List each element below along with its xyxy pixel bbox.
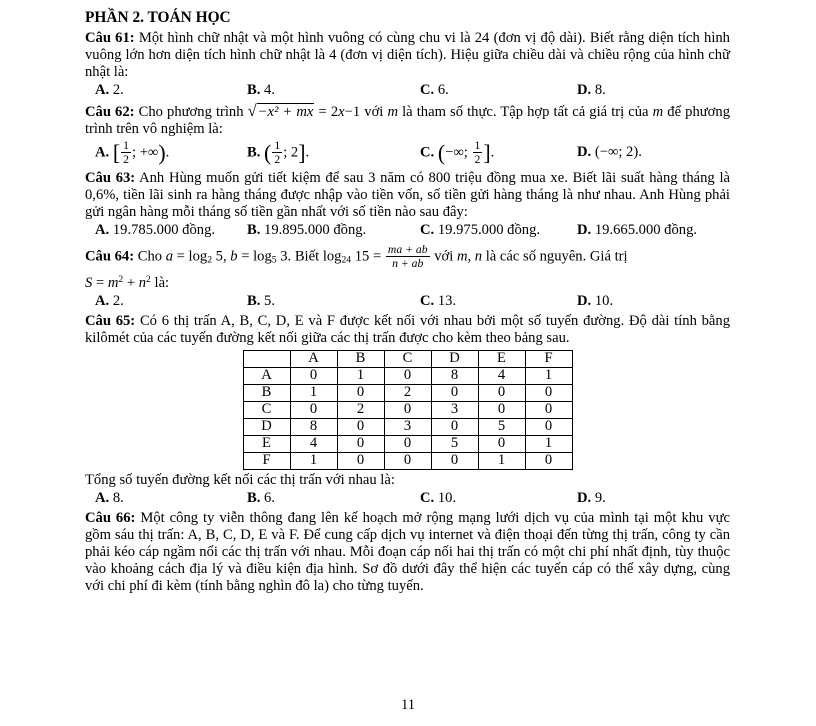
table-cell: 0 bbox=[290, 401, 337, 418]
question-66 bbox=[85, 510, 730, 595]
question-61-option-c bbox=[420, 82, 577, 99]
col-header-c: C bbox=[384, 350, 431, 367]
option-text: 2. bbox=[112, 292, 124, 309]
fraction bbox=[385, 243, 431, 271]
table-cell: 0 bbox=[525, 418, 572, 435]
close-delimiter: ) bbox=[158, 139, 166, 165]
question-64-body-4: là các số nguyên. Giá trị bbox=[485, 248, 628, 265]
question-61 bbox=[85, 30, 730, 99]
table-cell: 0 bbox=[337, 384, 384, 401]
option-label: B. bbox=[247, 82, 261, 98]
table-cell: 0 bbox=[337, 418, 384, 435]
col-header-f: F bbox=[525, 350, 572, 367]
math-variable: m bbox=[652, 104, 664, 120]
table-cell: 0 bbox=[431, 452, 478, 469]
log-expression: log bbox=[322, 248, 342, 265]
question-62 bbox=[85, 102, 730, 167]
table-cell: 0 bbox=[431, 384, 478, 401]
section-title: PHẦN 2. TOÁN HỌC bbox=[85, 9, 231, 26]
col-header-a: A bbox=[290, 350, 337, 367]
row-label: E bbox=[243, 435, 290, 452]
option-label: A. bbox=[95, 144, 110, 161]
math-variable: n bbox=[474, 248, 483, 265]
question-64-text bbox=[85, 243, 730, 271]
option-text: 19.785.000 đồng. bbox=[112, 221, 216, 238]
question-65-option-c bbox=[420, 490, 577, 507]
table-cell: 3 bbox=[431, 401, 478, 418]
math-variable: a bbox=[165, 248, 173, 265]
equation-part: −1 bbox=[344, 104, 361, 120]
row-label: C bbox=[243, 401, 290, 418]
row-label: F bbox=[243, 452, 290, 469]
question-64-label: Câu 64: bbox=[85, 248, 135, 265]
radical-icon: √ bbox=[247, 101, 257, 120]
fraction-numerator: ma + ab bbox=[387, 242, 428, 256]
question-61-text bbox=[85, 30, 730, 81]
open-delimiter: [ bbox=[112, 139, 121, 165]
log-subscript: 2 bbox=[207, 254, 212, 266]
fraction-denominator: 2 bbox=[274, 153, 281, 167]
fraction bbox=[271, 139, 283, 167]
question-61-option-b bbox=[247, 82, 420, 99]
question-62-body-3: là tham số thực. Tập hợp tất cả giá trị của bbox=[402, 104, 649, 120]
table-cell: 0 bbox=[384, 401, 431, 418]
table-cell: 0 bbox=[337, 452, 384, 469]
table-row-e bbox=[243, 435, 572, 452]
option-text: 6. bbox=[264, 489, 275, 506]
table-cell: 8 bbox=[290, 418, 337, 435]
fraction-denominator: n + ab bbox=[392, 257, 424, 271]
fraction-numerator: 1 bbox=[274, 139, 281, 152]
option-label: D. bbox=[577, 144, 592, 161]
option-label: C. bbox=[420, 292, 435, 309]
log-subscript: 5 bbox=[271, 254, 277, 266]
table-header-row bbox=[243, 350, 572, 367]
distance-table bbox=[243, 350, 573, 470]
question-66-text bbox=[85, 510, 730, 595]
option-text: 5. bbox=[264, 292, 275, 309]
exponent: 2 bbox=[146, 273, 151, 285]
table-cell: 0 bbox=[525, 384, 572, 401]
question-62-options bbox=[85, 139, 730, 167]
question-61-body: Một hình chữ nhật và một hình vuông có cùng chu vi là 24 (đơn vị độ dài). Biết rằng diện tích hình vuông lớn hơn diện tích hình chữ nhật là 4 (đơn vị diện tích). Hiệu giữa chiều dài và chiều rộng của hình chữ nhật là: bbox=[85, 30, 730, 80]
option-label: A. bbox=[95, 221, 110, 238]
row-label: B bbox=[243, 384, 290, 401]
question-63-text bbox=[85, 170, 730, 221]
option-label: D. bbox=[577, 292, 592, 309]
close-delimiter: ] bbox=[483, 139, 491, 165]
math-variable: m bbox=[387, 104, 399, 120]
question-65-option-d bbox=[577, 490, 730, 507]
table-row-b bbox=[243, 384, 572, 401]
question-64-body-3: với bbox=[434, 248, 454, 265]
question-66-body: Một công ty viễn thông đang lên kế hoạch mở rộng mạng lưới dịch vụ của mình tại một khu vực gồm sáu thị trấn: A, B, C, D, E và F. Để cung cấp dịch vụ internet và điện thoại đến từng thị trấn, công ty cần phải kéo cáp ngầm nối các thị trấn với nhau. Mỗi đoạn cáp nối hai thị trấn có một chi phí nhất định, tùy thuộc vào khoảng cách địa lý và điều kiện địa hình. Sơ đồ dưới đây thể hiện các tuyến cáp có thể xây dựng, cùng với chi phí đi kèm (tính bằng nghìn đô la) cho từng tuyến. bbox=[85, 509, 730, 594]
open-delimiter: ( bbox=[264, 139, 272, 165]
log-expression: = log bbox=[176, 248, 208, 265]
question-66-label: Câu 66: bbox=[85, 509, 136, 526]
option-text: 10. bbox=[594, 292, 614, 309]
question-65-body: Có 6 thị trấn A, B, C, D, E và F được kết nối với nhau bởi một số tuyến đường. Độ dài tính bằng kilômét của các tuyến đường kết nối giữa các thị trấn được cho kèm theo bảng sau. bbox=[85, 312, 731, 346]
question-62-option-d bbox=[577, 144, 730, 161]
equation-part: = 2 bbox=[318, 104, 339, 120]
question-62-option-a bbox=[95, 139, 247, 167]
option-label: B. bbox=[247, 292, 261, 309]
table-row-a bbox=[243, 367, 572, 384]
row-label: D bbox=[243, 418, 290, 435]
table-cell: 0 bbox=[525, 452, 572, 469]
question-61-label: Câu 61: bbox=[85, 30, 135, 46]
table-cell: 0 bbox=[384, 367, 431, 384]
fraction bbox=[120, 139, 132, 167]
table-corner-cell bbox=[243, 350, 290, 367]
question-65-options bbox=[85, 490, 730, 507]
option-label: C. bbox=[420, 82, 435, 98]
question-61-option-d bbox=[577, 82, 730, 99]
col-header-e: E bbox=[478, 350, 525, 367]
table-cell: 1 bbox=[290, 452, 337, 469]
table-cell: 0 bbox=[525, 401, 572, 418]
table-row-f bbox=[243, 452, 572, 469]
question-62-option-b bbox=[247, 139, 420, 167]
question-64-body-2: Biết bbox=[294, 248, 320, 265]
question-63 bbox=[85, 170, 730, 239]
question-62-body-4: để phương trình trên vô nghiệm là: bbox=[85, 104, 730, 137]
question-64 bbox=[85, 243, 730, 310]
table-cell: 1 bbox=[290, 384, 337, 401]
equation-part: + bbox=[126, 274, 136, 291]
question-64-options bbox=[85, 293, 730, 310]
question-64-body-5: là: bbox=[154, 274, 170, 291]
question-62-body-1: Cho phương trình bbox=[138, 104, 244, 120]
math-variable: S bbox=[85, 274, 93, 291]
table-cell: 1 bbox=[337, 367, 384, 384]
log-subscript: 24 bbox=[341, 254, 352, 266]
col-header-d: D bbox=[431, 350, 478, 367]
log-expression: = log bbox=[241, 248, 272, 265]
math-variable: m, bbox=[456, 248, 472, 265]
question-64-option-a bbox=[95, 293, 247, 310]
close-delimiter: ] bbox=[298, 139, 306, 165]
interval-tail: ; 2 bbox=[283, 144, 299, 161]
question-64-option-b bbox=[247, 293, 420, 310]
period: . bbox=[305, 144, 310, 161]
question-61-option-a bbox=[95, 82, 247, 99]
question-63-label: Câu 63: bbox=[85, 169, 136, 186]
question-63-body: Anh Hùng muốn gửi tiết kiệm để sau 3 năm có 800 triệu đồng mua xe. Biết lãi suất hàng tháng là 0,6%, tiền lãi sinh ra hàng tháng được nhập vào tiền vốn, số tiền gửi hàng tháng là như nhau. Anh Hùng phải gửi ngân hàng mỗi tháng số tiền gần nhất với số tiền nào sau đây: bbox=[85, 169, 731, 220]
option-text: 19.665.000 đồng. bbox=[594, 221, 698, 238]
table-cell: 0 bbox=[290, 367, 337, 384]
table-cell: 0 bbox=[384, 435, 431, 452]
table-cell: 2 bbox=[337, 401, 384, 418]
table-cell: 0 bbox=[478, 384, 525, 401]
square-root-expression bbox=[247, 101, 315, 120]
question-65-option-b bbox=[247, 490, 420, 507]
option-text: 19.895.000 đồng. bbox=[264, 221, 367, 238]
option-label: D. bbox=[577, 489, 592, 506]
fraction bbox=[472, 139, 484, 167]
table-cell: 0 bbox=[431, 418, 478, 435]
math-variable: m bbox=[107, 274, 119, 291]
option-text: (−∞; 2). bbox=[594, 144, 642, 161]
question-65 bbox=[85, 313, 730, 507]
option-text: 6. bbox=[437, 82, 449, 98]
table-cell: 8 bbox=[431, 367, 478, 384]
option-text: 8. bbox=[594, 82, 606, 98]
question-63-option-c bbox=[420, 222, 577, 239]
question-64-option-d bbox=[577, 293, 730, 310]
exponent: 2 bbox=[118, 273, 124, 285]
question-63-option-d bbox=[577, 222, 730, 239]
option-label: B. bbox=[247, 144, 261, 161]
question-65-option-a bbox=[95, 490, 247, 507]
fraction-numerator: 1 bbox=[123, 139, 129, 152]
table-cell: 1 bbox=[478, 452, 525, 469]
question-64-s-line bbox=[85, 271, 730, 292]
table-cell: 4 bbox=[290, 435, 337, 452]
fraction-denominator: 2 bbox=[474, 153, 481, 167]
question-63-option-b bbox=[247, 222, 420, 239]
col-header-b: B bbox=[337, 350, 384, 367]
fraction-denominator: 2 bbox=[123, 153, 129, 167]
table-cell: 5 bbox=[431, 435, 478, 452]
table-cell: 1 bbox=[525, 367, 572, 384]
radicand: −x² + mx bbox=[257, 104, 314, 120]
question-64-body-1: Cho bbox=[137, 248, 163, 265]
option-label: C. bbox=[420, 489, 435, 506]
option-text: 8. bbox=[112, 489, 124, 506]
option-label: D. bbox=[577, 221, 592, 238]
option-label: B. bbox=[247, 489, 261, 506]
period: . bbox=[165, 144, 170, 161]
math-variable: n bbox=[138, 274, 147, 291]
table-cell: 0 bbox=[337, 435, 384, 452]
question-65-text bbox=[85, 313, 730, 347]
table-cell: 1 bbox=[525, 435, 572, 452]
question-62-text bbox=[85, 102, 730, 138]
table-cell: 5 bbox=[478, 418, 525, 435]
question-62-label: Câu 62: bbox=[85, 104, 135, 120]
option-text: 10. bbox=[437, 489, 457, 506]
option-label: A. bbox=[95, 489, 110, 506]
question-65-prompt: Tổng số tuyến đường kết nối các thị trấn với nhau là: bbox=[85, 471, 395, 488]
log-value: 15 = bbox=[354, 248, 382, 265]
option-text: 2. bbox=[112, 82, 124, 98]
row-label: A bbox=[243, 367, 290, 384]
table-row-d bbox=[243, 418, 572, 435]
table-cell: 3 bbox=[384, 418, 431, 435]
option-label: C. bbox=[420, 144, 435, 161]
log-value: 5, bbox=[215, 248, 227, 265]
question-64-option-c bbox=[420, 293, 577, 310]
option-label: A. bbox=[95, 82, 110, 98]
question-63-option-a bbox=[95, 222, 247, 239]
interval-head: −∞; bbox=[445, 144, 472, 161]
option-label: A. bbox=[95, 292, 110, 309]
open-delimiter: ( bbox=[437, 139, 446, 165]
equation-part: = bbox=[95, 274, 105, 291]
option-label: C. bbox=[420, 221, 435, 238]
question-62-body-2: với bbox=[364, 104, 384, 120]
log-value: 3. bbox=[280, 248, 292, 265]
option-label: B. bbox=[247, 221, 261, 238]
option-text: 19.975.000 đồng. bbox=[437, 221, 541, 238]
option-label: D. bbox=[577, 82, 592, 98]
table-cell: 0 bbox=[384, 452, 431, 469]
math-variable: x bbox=[338, 104, 345, 120]
interval-tail: ; +∞ bbox=[132, 144, 159, 161]
period: . bbox=[490, 144, 495, 161]
question-61-options bbox=[85, 82, 730, 99]
option-text: 13. bbox=[437, 292, 457, 309]
question-62-option-c bbox=[420, 139, 577, 167]
table-cell: 2 bbox=[384, 384, 431, 401]
option-text: 9. bbox=[594, 489, 606, 506]
question-63-options bbox=[85, 222, 730, 239]
table-cell: 0 bbox=[478, 401, 525, 418]
fraction-numerator: 1 bbox=[474, 139, 481, 152]
table-row-c bbox=[243, 401, 572, 418]
question-65-label: Câu 65: bbox=[85, 312, 136, 329]
page-number: 11 bbox=[400, 697, 416, 713]
option-text: 4. bbox=[264, 82, 275, 98]
table-cell: 4 bbox=[478, 367, 525, 384]
table-cell: 0 bbox=[478, 435, 525, 452]
math-variable: b bbox=[230, 248, 238, 265]
